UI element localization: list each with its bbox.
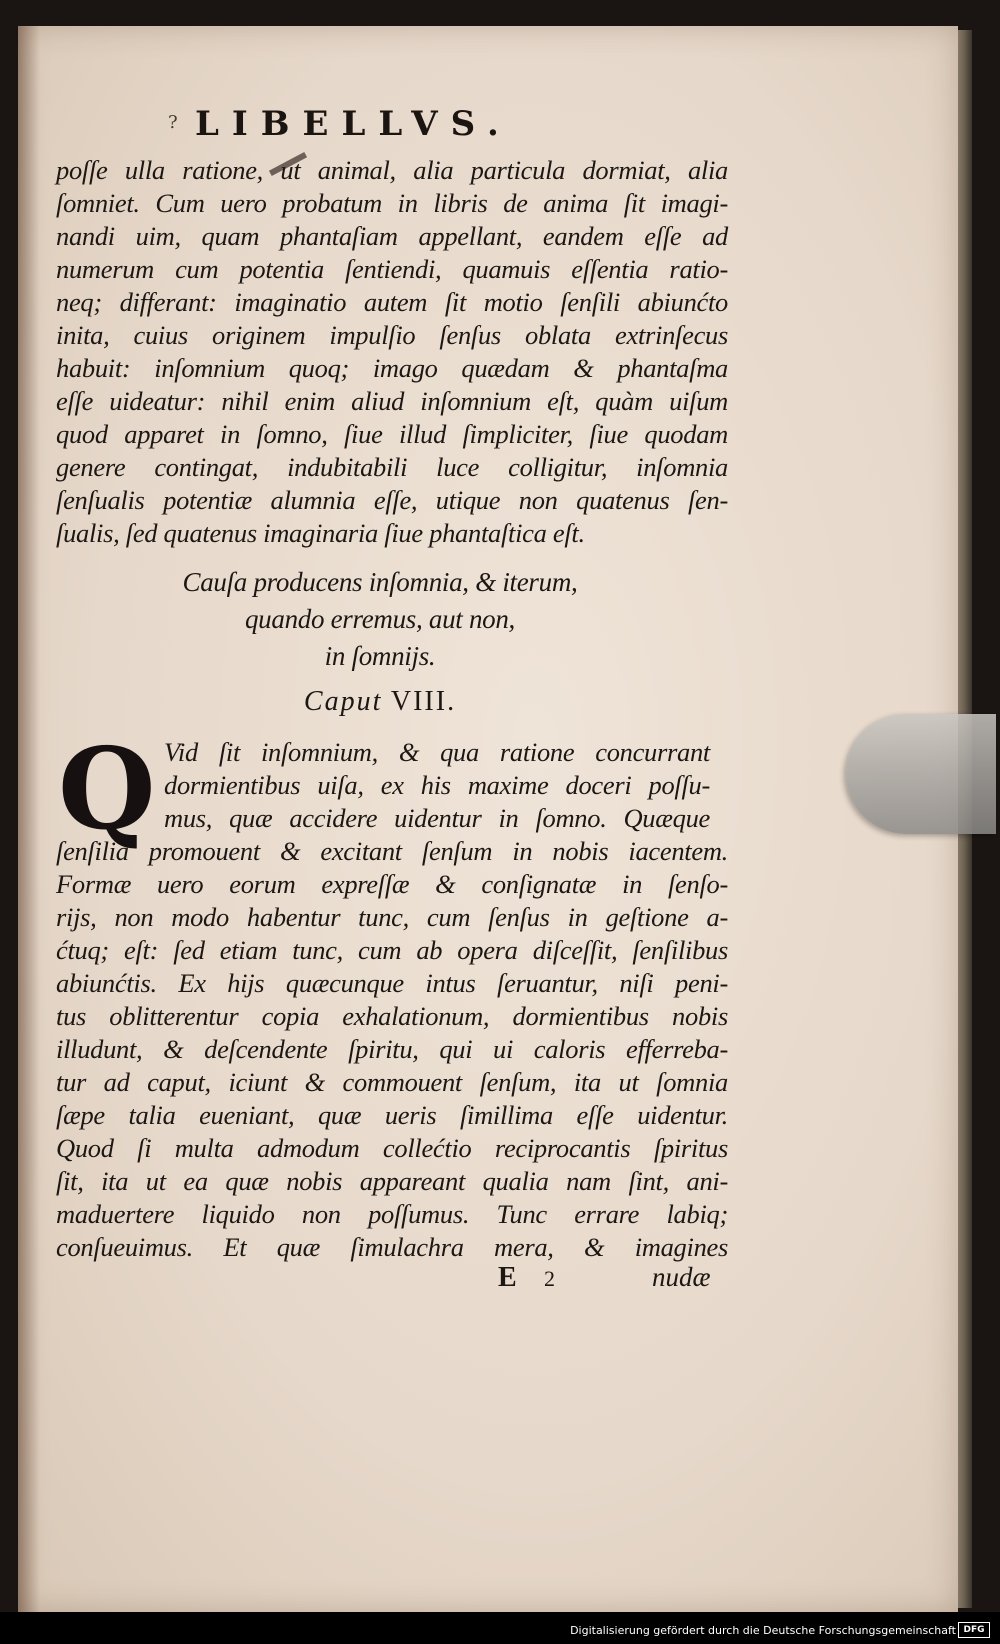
chapter-number: [60, 686, 700, 718]
text-line: illudunt, & deſcendente ſpiritu, qui ui caloris efferreba-: [56, 1034, 728, 1064]
text-line: Formæ uero eorum expreſſæ & conſignatæ in ſenſo-: [56, 869, 728, 899]
text-line: habuit: inſomnium quoq; imago quædam & phantaſma: [56, 353, 728, 383]
text-line: neq; differant: imaginatio autem ſit motio ſenſili abiunćto: [56, 287, 728, 317]
text-line: tur ad caput, iciunt & commouent ſenſum, ita ut ſomnia: [56, 1067, 728, 1097]
text-line: ſualis, ſed quatenus imaginaria ſiue phantaſtica eſt.: [56, 518, 585, 548]
text-line: conſueuimus. Et quæ ſimulachra mera, & imagines: [56, 1232, 728, 1262]
heading-line: quando erremus, aut non,: [244, 604, 516, 634]
text-line: rijs, non modo habentur tunc, cum ſenſus in geſtione a-: [56, 902, 728, 932]
text-line: nandi uim, quam phantaſiam appellant, eandem eſſe ad: [56, 221, 728, 251]
text-line: dormientibus uiſa, ex his maxime doceri poſſu-: [164, 770, 710, 800]
text-line: inita, cuius originem impulſio ſenſus oblata extrinſecus: [56, 320, 728, 350]
text-line: eſſe uideatur: nihil enim aliud inſomnium eſt, quàm uiſum: [56, 386, 728, 416]
text-line: genere contingat, indubitabili luce colligitur, inſomnia: [56, 452, 728, 482]
section-heading: [60, 564, 700, 675]
text-line: quod apparet in ſomno, ſiue illud ſimpliciter, ſiue quodam: [56, 419, 728, 449]
dfg-logo: DFG: [958, 1622, 990, 1638]
signature-mark: E: [498, 1262, 517, 1293]
text-line: maduertere liquido non poſſumus. Tunc errare labiq;: [56, 1199, 728, 1229]
text-line: ſenſilia promouent & excitant ſenſum in nobis iacentem.: [56, 836, 728, 866]
text-line: mus, quæ accidere uidentur in ſomno. Quæque: [164, 803, 710, 833]
text-line: Quod ſi multa admodum collećtio reciprocantis ſpiritus: [56, 1133, 728, 1163]
heading-line: Cauſa producens inſomnia, & iterum,: [182, 567, 578, 597]
text-line: abiunćtis. Ex hijs quæcunque intus ſeruantur, niſi peni-: [56, 968, 728, 998]
text-line: poſſe ulla ratione, ut animal, alia particula dormiat, alia: [56, 155, 728, 185]
text-line: ſenſualis potentiæ alumnia eſſe, utique non quatenus ſen-: [56, 485, 728, 515]
caput-numeral: VIII.: [390, 686, 457, 717]
paragraph-2: [56, 835, 728, 1264]
text-line: ſæpe talia eueniant, quæ ueris ſimillima eſſe uidentur.: [56, 1100, 728, 1130]
text-line: numerum cum potentia ſentiendi, quamuis eſſentia ratio-: [56, 254, 728, 284]
heading-line: in ſomnijs.: [324, 641, 436, 671]
text-line: ćtuq; eſt: ſed etiam tunc, cum ab opera diſceſſit, ſenſilibus: [56, 935, 728, 965]
caput-word: Caput: [303, 686, 383, 717]
text-line: Vid ſit inſomnium, & qua ratione concurrant: [164, 737, 710, 767]
page-clip: [846, 714, 996, 834]
catchword: nudæ: [652, 1262, 711, 1292]
signature-number: 2: [544, 1266, 555, 1291]
folio-mark: ?: [168, 112, 178, 133]
text-line: tus oblitterentur copia exhalationum, dormientibus nobis: [56, 1001, 728, 1031]
paragraph-1: [56, 154, 728, 550]
footer-credit: Digitalisierung gefördert durch die Deutsche Forschungsgemeinschaft: [570, 1624, 956, 1637]
drop-cap: Q: [58, 724, 156, 855]
text-line: ſomniet. Cum uero probatum in libris de anima ſit imagi-: [56, 188, 728, 218]
paragraph-2-indented: [164, 736, 710, 835]
text-line: ſit, ita ut ea quæ nobis appareant qualia nam ſint, ani-: [56, 1166, 728, 1196]
running-head: LIBELLVS.: [195, 104, 512, 144]
